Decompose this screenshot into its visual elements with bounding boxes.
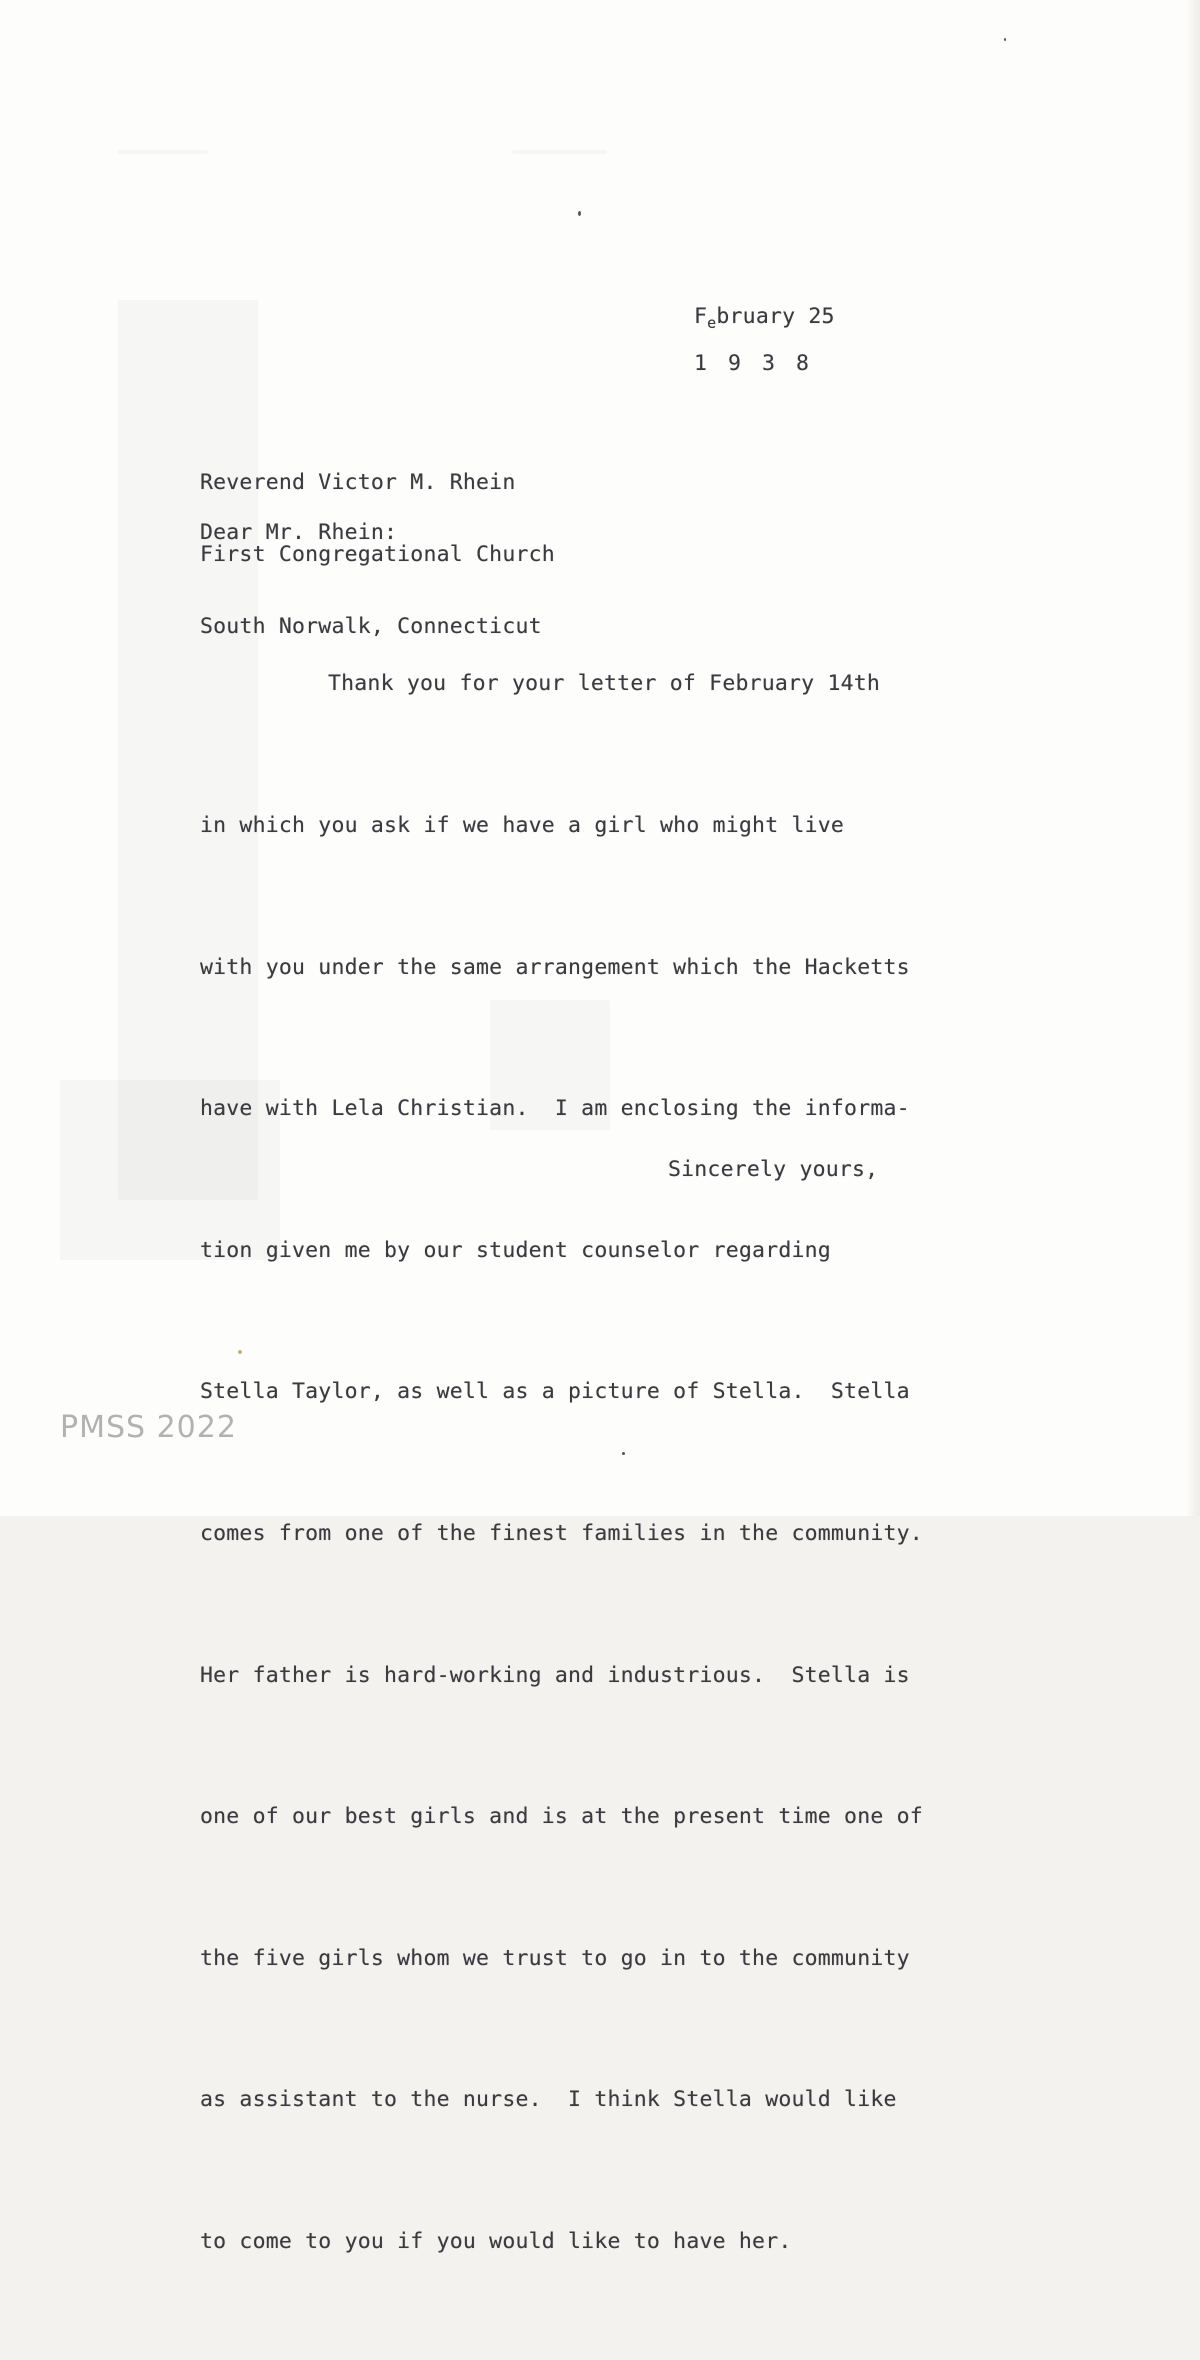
body-line: one of our best girls and is at the present time one of [200,1804,923,1830]
salutation: Dear Mr. Rhein: [200,520,398,545]
body-line: comes from one of the finest families in the community. [200,1520,923,1546]
year-digit: 8 [796,351,810,376]
paper-speck [1004,38,1006,41]
body-line: in which you ask if we have a girl who might live [200,813,845,838]
body-line: as assistant to the nurse. I think Stella would like [200,2087,897,2113]
body-line: tion given me by our student counselor regarding [200,1237,831,1263]
date-month-rest: bruary 25 [716,304,835,329]
show-through-mark [512,150,607,154]
letter-body [200,566,923,2360]
year-digit: 3 [762,351,776,376]
body-line: to come to you if you would like to have her. [200,2228,792,2254]
closing: Sincerely yours, [668,1157,879,1182]
year-digit: 9 [728,351,742,376]
year-digit: 1 [694,351,708,376]
body-line: Thank you for your letter of February 14th [328,671,881,697]
body-line: have with Lela Christian. I am enclosing the informa- [200,1096,910,1122]
body-line: with you under the same arrangement which the Hacketts [200,954,910,980]
date-month-subscript: e [707,314,717,332]
paper-speck [578,211,581,216]
body-line: Stella Taylor, as well as a picture of Stella. Stella [200,1379,910,1405]
recipient-location: South Norwalk, Connecticut [200,614,542,639]
body-line: Her father is hard-working and industrious. Stella is [200,1662,910,1688]
paper-edge-shadow [1186,0,1200,1516]
letter-year [694,351,830,376]
paper-speck [238,1350,242,1354]
recipient-organization: First Congregational Church [200,542,555,567]
date-month-initial: F [694,304,708,329]
recipient-name: Reverend Victor M. Rhein [200,470,516,495]
show-through-mark [118,150,208,154]
paper-speck [622,1452,625,1455]
letter-date [694,304,835,332]
archive-watermark: PMSS 2022 [60,1410,237,1445]
body-line: the five girls whom we trust to go in to the community [200,1945,910,1971]
